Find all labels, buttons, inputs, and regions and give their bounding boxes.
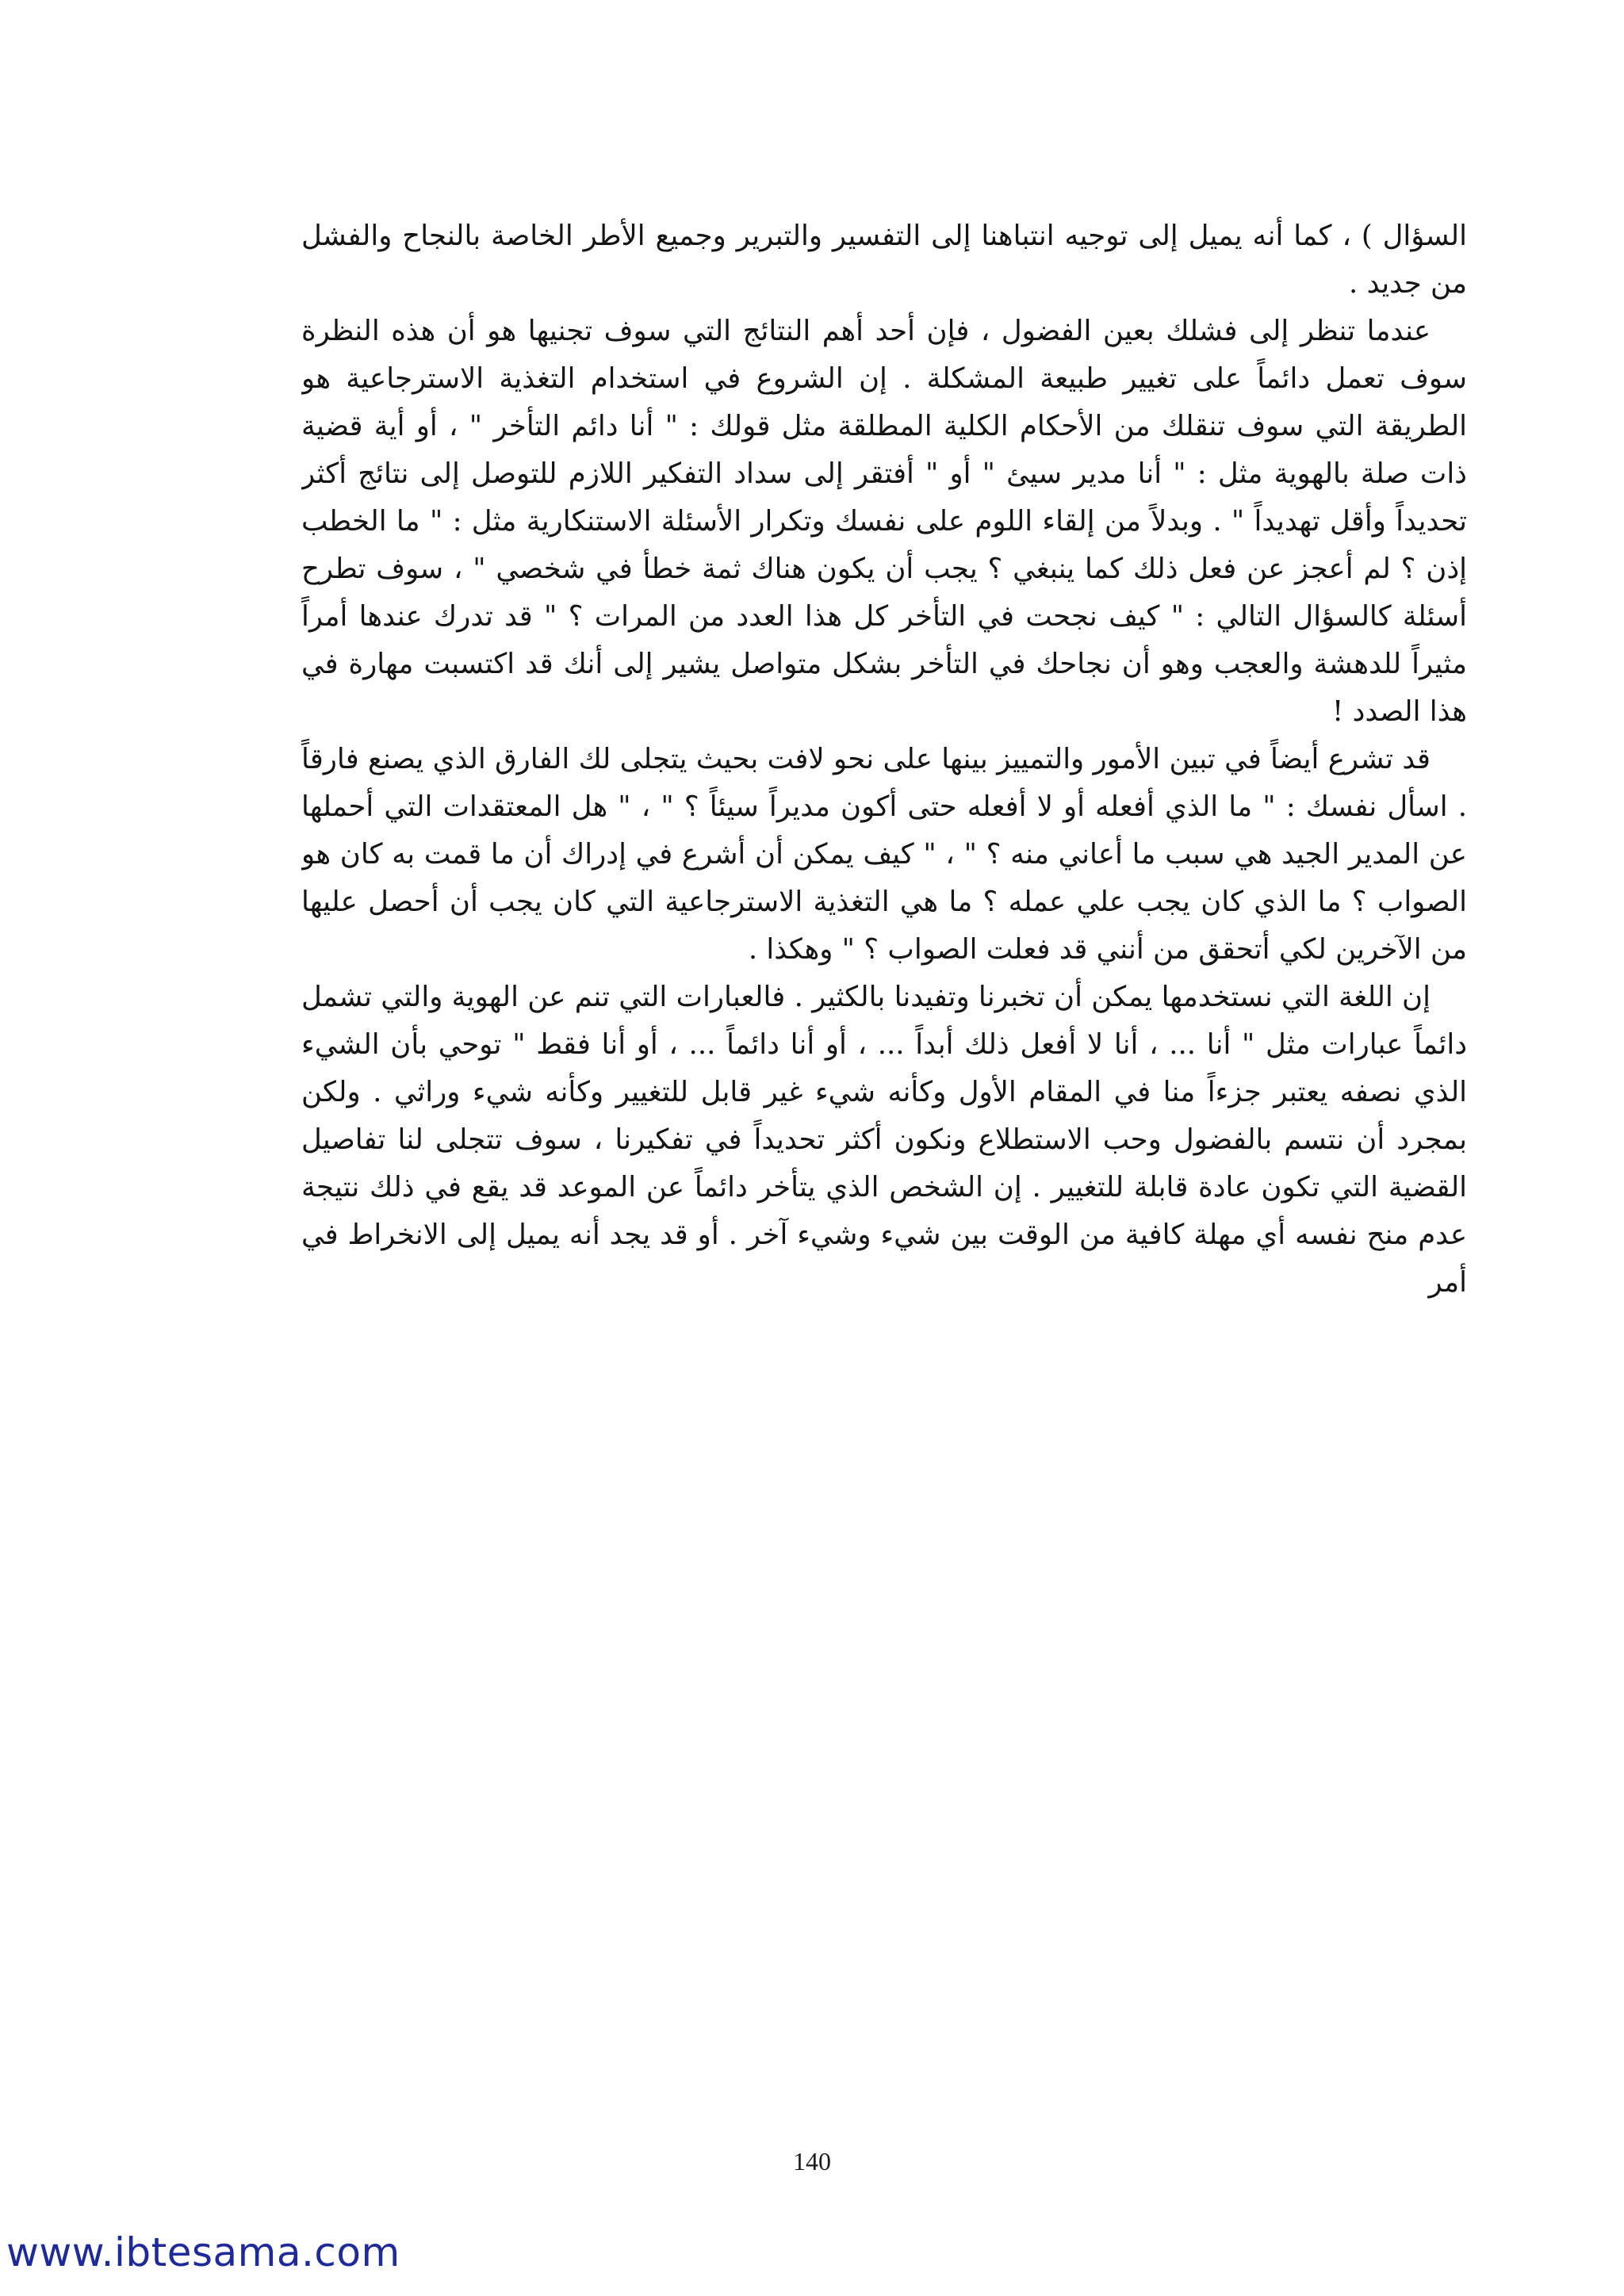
paragraph-2: عندما تنظر إلى فشلك بعين الفضول ، فإن أحد أهم النتائج التي سوف تجنيها هو أن هذه النظرة سوف تعمل دائماً على تغيير طبيعة المشكلة . إن الشروع في استخدام التغذية الاسترجاعية هو الطريقة التي سوف تنقلك من الأحكام الكلية المطلقة مثل قولك : " أنا دائم التأخر " ، أو أية قضية ذات صلة بالهوية مثل : " أنا مدير سيئ " أو " أفتقر إلى سداد التفكير اللازم للتوصل إلى نتائج أكثر تحديداً وأقل تهديداً " . وبدلاً من إلقاء اللوم على نفسك وتكرار الأسئلة الاستنكارية مثل : " ما الخطب إذن ؟ لم أعجز عن فعل ذلك كما ينبغي ؟ يجب أن يكون هناك ثمة خطأ في شخصي " ، سوف تطرح أسئلة كالسؤال التالي : " كيف نجحت في التأخر كل هذا العدد من المرات ؟ " قد تدرك عندها أمراً مثيراً للدهشة والعجب وهو أن نجاحك في التأخر بشكل متواصل يشير إلى أنك قد اكتسبت مهارة في هذا الصدد ! — [301, 315, 1467, 728]
paragraph-4: إن اللغة التي نستخدمها يمكن أن تخبرنا وتفيدنا بالكثير . فالعبارات التي تنم عن الهوية والتي تشمل دائماً عبارات مثل " أنا ... ، أنا لا أفعل ذلك أبداً ... ، أو أنا دائماً ... ، أو أنا فقط " توحي بأن الشيء الذي نصفه يعتبر جزءاً منا في المقام الأول وكأنه شيء غير قابل للتغيير وكأنه شيء وراثي . ولكن بمجرد أن نتسم بالفضول وحب الاستطلاع ونكون أكثر تحديداً في تفكيرنا ، سوف تتجلى لنا تفاصيل القضية التي تكون عادة قابلة للتغيير . إن الشخص الذي يتأخر دائماً عن الموعد قد يقع في ذلك نتيجة عدم منح نفسه أي مهلة كافية من الوقت بين شيء وشيء آخر . أو قد يجد أنه يميل إلى الانخراط في أمر — [301, 981, 1467, 1299]
page-number: 140 — [793, 2147, 831, 2175]
watermark-link[interactable]: www.ibtesama.com — [6, 2229, 400, 2275]
body-text — [301, 212, 1467, 1893]
paragraph-3: قد تشرع أيضاً في تبين الأمور والتمييز بينها على نحو لافت بحيث يتجلى لك الفارق الذي يصنع فارقاً . اسأل نفسك : " ما الذي أفعله أو لا أفعله حتى أكون مديراً سيئاً ؟ " ، " هل المعتقدات التي أحملها عن المدير الجيد هي سبب ما أعاني منه ؟ " ، " كيف يمكن أن أشرع في إدراك أن ما قمت به كان هو الصواب ؟ ما الذي كان يجب علي عمله ؟ ما هي التغذية الاسترجاعية التي كان يجب أن أحصل عليها من الآخرين لكي أتحقق من أنني قد فعلت الصواب ؟ " وهكذا . — [301, 743, 1467, 966]
paragraph-1: السؤال ) ، كما أنه يميل إلى توجيه انتباهنا إلى التفسير والتبرير وجميع الأطر الخاصة بالنجاح والفشل من جديد . — [301, 220, 1467, 300]
